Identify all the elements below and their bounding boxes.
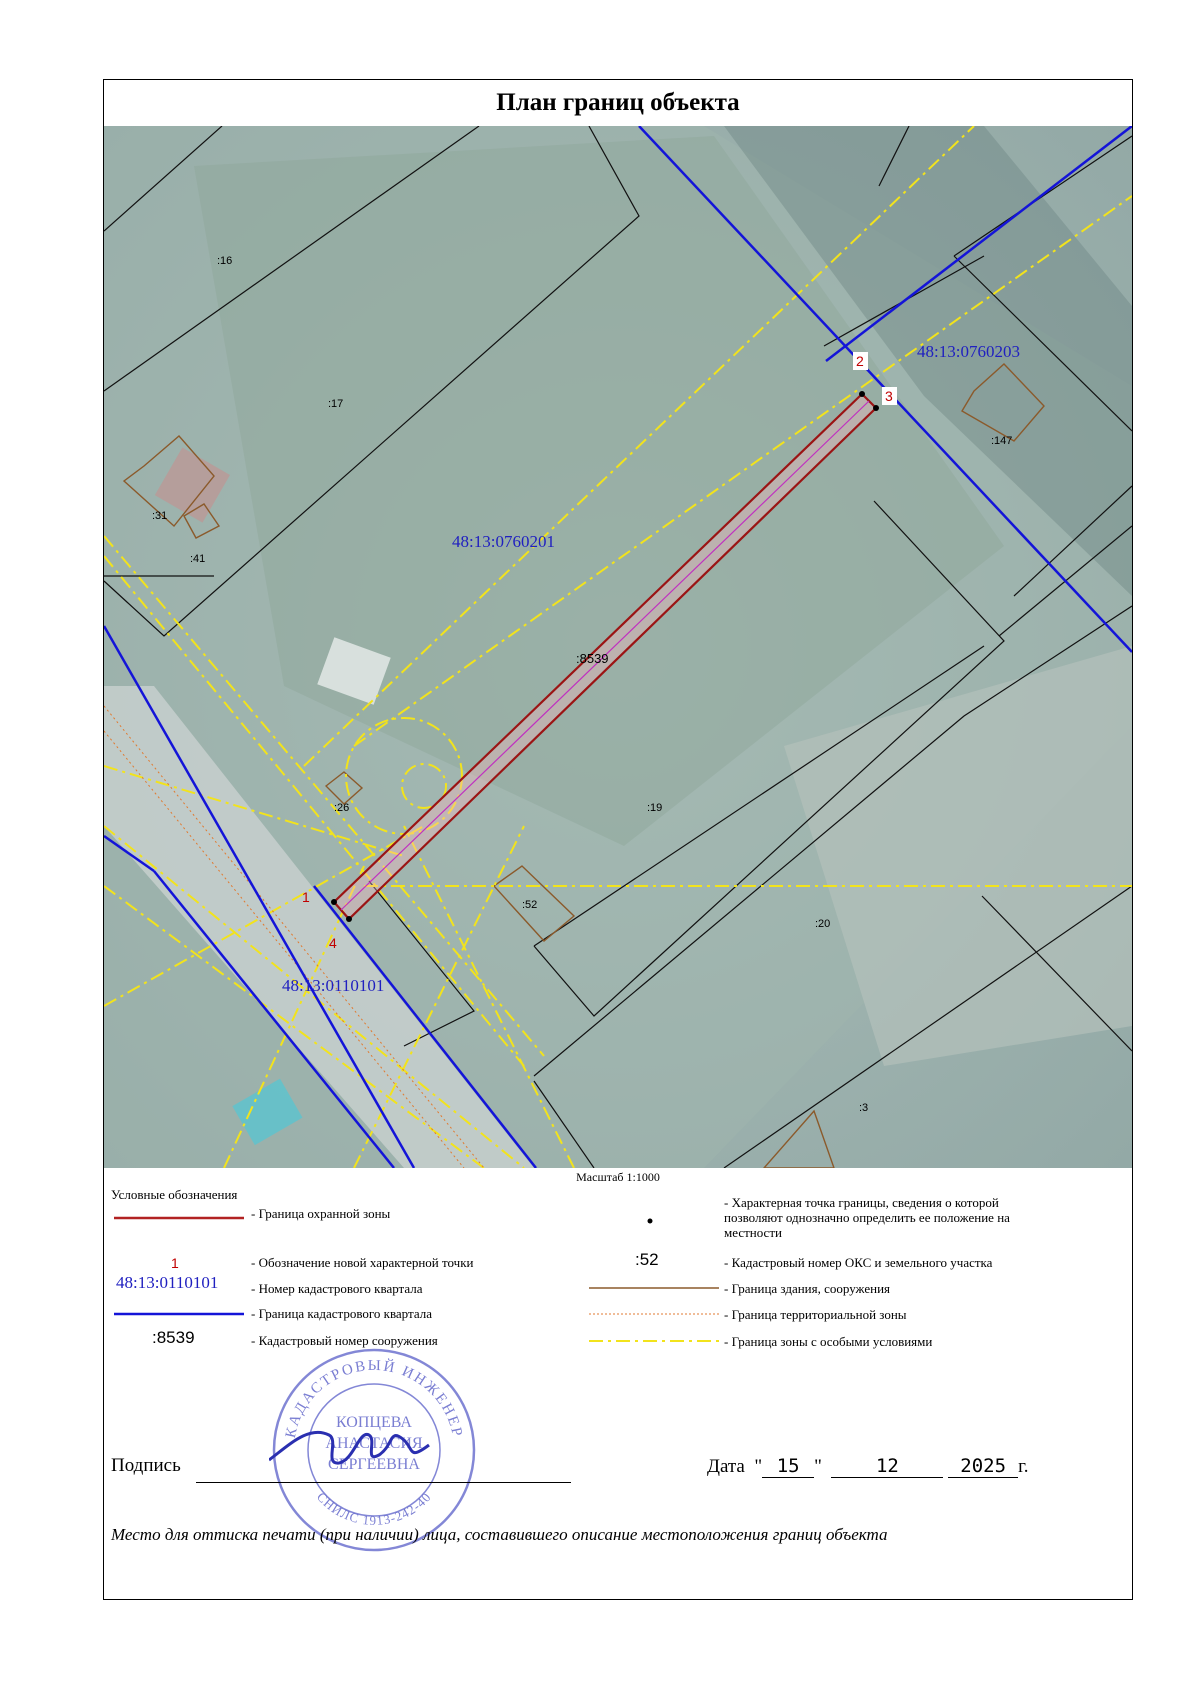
point-label-1: 1 <box>302 889 310 905</box>
signature-line[interactable] <box>196 1482 571 1483</box>
special-zone-symbol <box>589 1338 719 1344</box>
quarter-number-symbol: 48:13:0110101 <box>116 1273 219 1292</box>
building-symbol <box>589 1285 719 1291</box>
point-label-2: 2 <box>856 353 864 369</box>
legend-structure: - Кадастровый номер сооружения <box>251 1333 438 1348</box>
date-day-field[interactable]: 15 <box>762 1455 814 1478</box>
legend-quarter-number: - Номер кадастрового квартала <box>251 1281 423 1296</box>
date-month-field[interactable]: 12 <box>831 1455 943 1478</box>
document-frame <box>103 79 1133 1600</box>
signature-label: Подпись <box>111 1455 181 1476</box>
parcel-label: :31 <box>152 510 168 522</box>
structure-label: :8539 <box>576 651 609 666</box>
scale-label: Масштаб 1:1000 <box>576 1170 660 1184</box>
parcel-label: :147 <box>991 435 1013 447</box>
quote-open: " <box>749 1456 763 1477</box>
legend-security-zone: - Граница охранной зоны <box>251 1206 391 1221</box>
date-row <box>707 1455 1029 1478</box>
quarter-label-0110101: 48:13:0110101 <box>282 976 385 995</box>
boundary-plan-map[interactable] <box>104 126 1132 1168</box>
map-area[interactable] <box>104 126 1132 1168</box>
oks-symbol: :52 <box>635 1250 659 1269</box>
legend-char-point: - Характерная точка границы, сведения о которой позволяют однозначно определить ее положение на местности <box>724 1195 1010 1240</box>
parcel-label: :41 <box>190 553 206 565</box>
char-point-symbol <box>646 1217 654 1225</box>
parcel-label: :17 <box>328 398 344 410</box>
point-1-marker <box>331 899 337 905</box>
security-zone-symbol <box>114 1215 244 1221</box>
quarter-label-0760201: 48:13:0760201 <box>452 532 555 551</box>
point-2-marker <box>859 391 865 397</box>
new-point-symbol: 1 <box>171 1255 179 1271</box>
parcel-label: :16 <box>217 255 233 267</box>
legend-special-zone: - Граница зоны с особыми условиями <box>724 1334 933 1349</box>
stamp-bottom-text: СНИЛС 1913-242-40 <box>313 1489 435 1528</box>
parcel-label: :52 <box>522 899 538 911</box>
legend-new-point: - Обозначение новой характерной точки <box>251 1255 474 1270</box>
stamp-line-3: СЕРГЕЕВНА <box>328 1456 420 1473</box>
quarter-border-symbol <box>114 1311 244 1317</box>
parcel-label: :26 <box>334 802 350 814</box>
stamp-place-note: Место для оттиска печати (при наличии) лица, составившего описание местоположения границ объекта <box>111 1525 888 1544</box>
terr-zone-symbol <box>589 1311 719 1317</box>
legend-building: - Граница здания, сооружения <box>724 1281 891 1296</box>
date-label: Дата <box>707 1456 745 1477</box>
year-suffix: г. <box>1018 1456 1029 1477</box>
structure-symbol: :8539 <box>152 1328 195 1347</box>
point-3-marker <box>873 405 879 411</box>
stamp-line-2: АНАСТАСИЯ <box>325 1435 423 1452</box>
quarter-label-0760203: 48:13:0760203 <box>917 342 1020 361</box>
parcel-label: :3 <box>859 1102 869 1114</box>
seal-stamp <box>269 1345 479 1555</box>
point-label-3: 3 <box>885 388 893 404</box>
svg-text:СНИЛС 1913-242-40 <box>314 1489 434 1528</box>
date-year-field[interactable]: 2025 <box>948 1455 1018 1478</box>
quote-close: " <box>814 1456 827 1477</box>
legend-title: Условные обозначения <box>111 1187 238 1202</box>
legend-quarter-border: - Граница кадастрового квартала <box>251 1306 432 1321</box>
stamp-ring-text: КАДАСТРОВЫЙ ИНЖЕНЕР <box>282 1357 466 1440</box>
stamp-line-1: КОПЦЕВА <box>336 1414 412 1431</box>
legend-oks: - Кадастровый номер ОКС и земельного участка <box>724 1255 993 1270</box>
page-title: План границ объекта <box>104 80 1132 127</box>
parcel-label: :19 <box>647 802 663 814</box>
point-4-marker <box>346 916 352 922</box>
legend-terr-zone: - Граница территориальной зоны <box>724 1307 907 1322</box>
parcel-label: :20 <box>815 918 831 930</box>
point-label-4: 4 <box>329 935 337 951</box>
